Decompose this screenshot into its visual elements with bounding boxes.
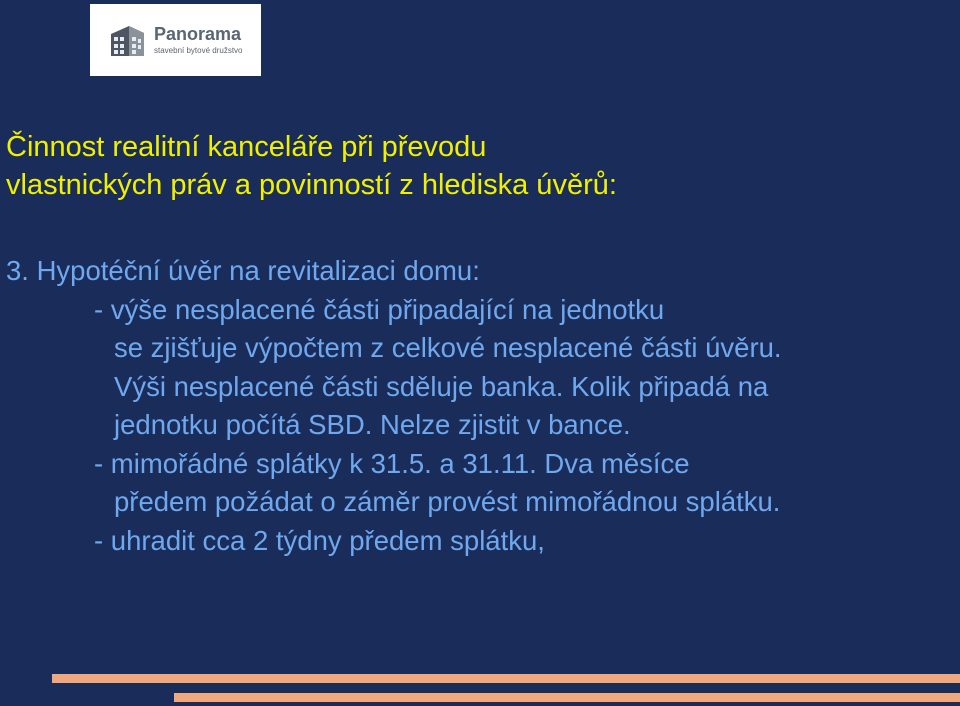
slide-title [6,128,617,204]
accent-bar-bottom [174,693,960,702]
content-line: - výše nesplacené části připadající na jednotku [94,293,665,325]
content-line: - uhradit cca 2 týdny předem splátku, [94,524,545,556]
logo [90,4,261,76]
title-line-2: vlastnických práv a povinností z hlediska úvěrů: [6,169,617,201]
content-line: předem požádat o záměr provést mimořádnou splátku. [114,486,781,517]
logo-name: Panorama [154,24,242,44]
title-line-1: Činnost realitní kanceláře při převodu [6,131,487,163]
building-icon [108,24,146,58]
slide-content [6,252,782,560]
logo-subtitle: stavební bytové družstvo [154,46,243,55]
content-heading: 3. Hypotéční úvěr na revitalizaci domu: [6,255,480,286]
content-line: Výši nesplacené části sděluje banka. Kolik připadá na [114,370,769,402]
accent-bar-top [52,674,960,683]
content-line: se zjišťuje výpočtem z celkové nesplacené části úvěru. [114,332,782,363]
content-line: jednotku počítá SBD. Nelze zjistit v bance. [114,409,631,440]
content-line: - mimořádné splátky k 31.5. a 31.11. Dva měsíce [94,447,690,479]
